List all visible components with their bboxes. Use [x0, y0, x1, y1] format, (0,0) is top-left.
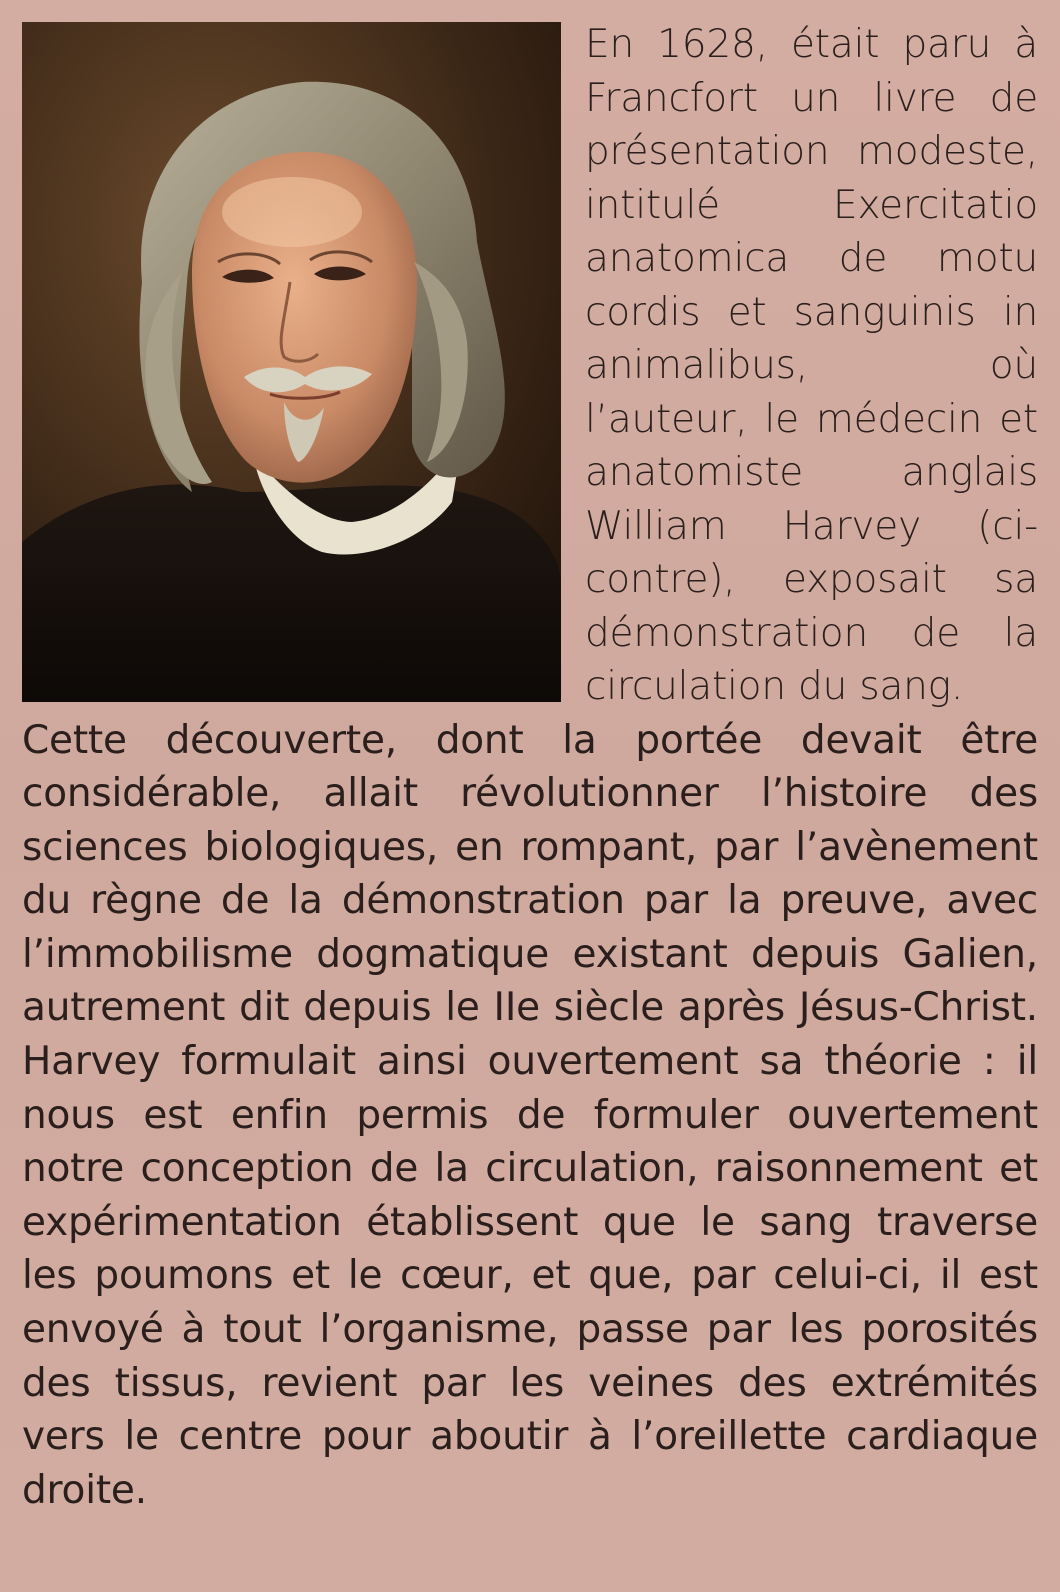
body-text: Cette découverte, dont la portée devait être considérable, allait révolutionner l’histoire des sciences biologiques, en rompant, par l’avènement du règne de la démonstration par la preuve, avec l’immobilisme dogmatique existant depuis Galien, autrement dit depuis le IIe siècle après Jésus-Christ. Harvey formulait ainsi ouvertement sa théorie : il nous est enfin permis de formuler ouvertement notre conception de la circulation, raisonnement et expérimentation établissent que le sang traverse les poumons et le cœur, et que, par celui-ci, il est envoyé à tout l’organisme, passe par les porosités des tissus, revient par les veines des extrémités vers le centre pour aboutir à l’oreillette cardiaque droite.: [22, 717, 1038, 1513]
intro-text: En 1628, était paru à Francfort un livre de présentation modeste, intitulé Exercitatio anatomica de motu cordis et sanguinis in animalibus, où l’auteur, le médecin et anatomiste anglais William Harvey (ci-contre), exposait sa démonstration de la circulation du sang.: [585, 22, 1038, 709]
intro-section: [22, 18, 1038, 714]
body-paragraph: [22, 714, 1038, 1518]
portrait-illustration: [22, 22, 561, 702]
portrait-image: [22, 22, 561, 702]
intro-paragraph: [585, 18, 1038, 714]
